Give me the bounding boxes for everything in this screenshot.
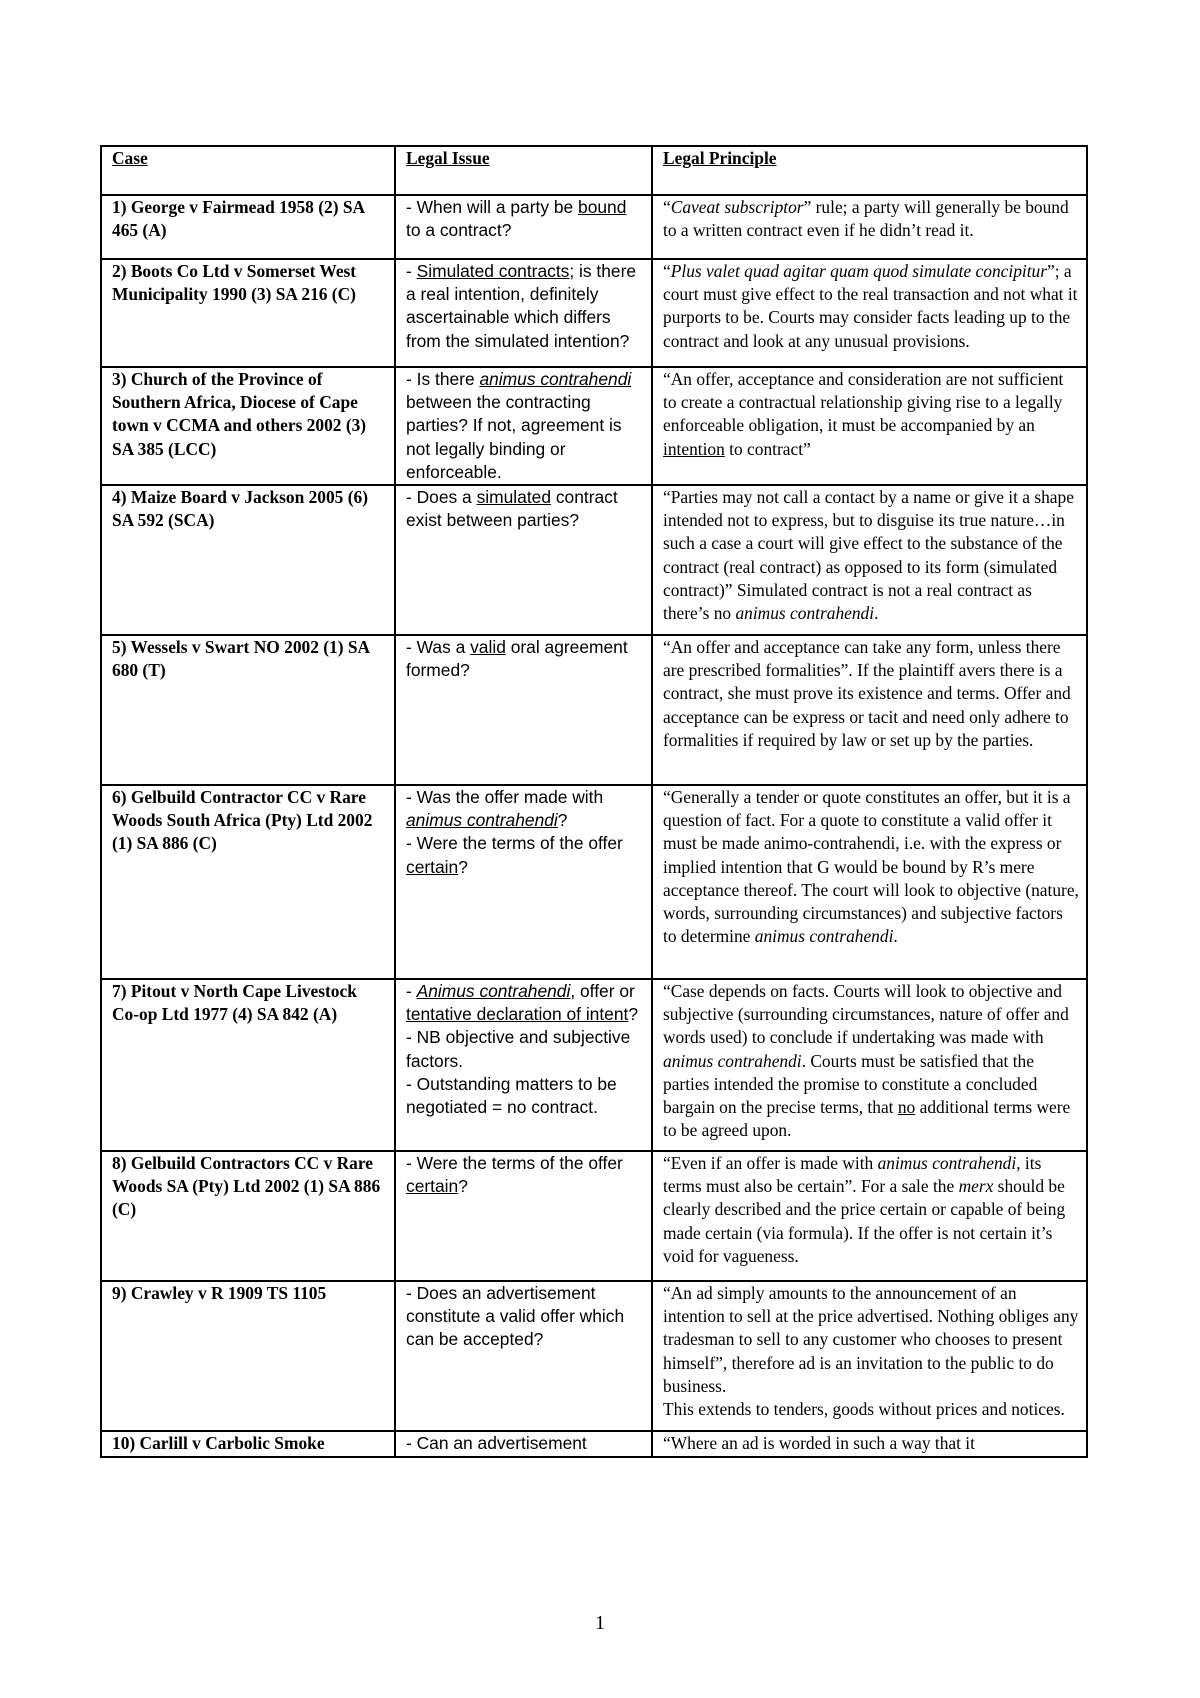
- case-cell: 10) Carlill v Carbolic Smoke: [101, 1431, 395, 1457]
- emphasis-text: Caveat subscriptor: [670, 197, 804, 217]
- emphasis-text: merx: [958, 1176, 994, 1197]
- legal-principle-cell: “Case depends on facts. Courts will look to objective and subjective (surrounding circumstances, nature of offer and words used) to conclude if undertaking was made with animus contrahendi. Courts must be satisfied that the parties intended the promise to constitute a concluded bargain on the precise terms, that no additional terms were to be agreed upon.: [652, 979, 1087, 1151]
- case-table: [100, 145, 1088, 1458]
- emphasis-text: valid: [470, 637, 506, 658]
- header-legal-principle: Legal Principle: [652, 146, 1087, 195]
- case-cell: 5) Wessels v Swart NO 2002 (1) SA 680 (T): [101, 635, 395, 785]
- legal-principle-cell: “An offer, acceptance and consideration are not sufficient to create a contractual relationship giving rise to a legally enforceable obligation, it must be accompanied by an intention to contract”: [652, 367, 1087, 485]
- legal-issue-cell: - Can an advertisement: [395, 1431, 652, 1457]
- emphasis-text: Plus valet quad agitar quam quod simulate concipitur: [670, 261, 1048, 281]
- legal-issue-cell: - Does a simulated contract exist between parties?: [395, 485, 652, 635]
- table-row: [101, 979, 1087, 1151]
- legal-principle-cell: “Parties may not call a contact by a name or give it a shape intended not to express, but to disguise its true nature…in such a case a court will give effect to the substance of the contract (real contract) as opposed to its form (simulated contract)” Simulated contract is not a real contract as there’s no animus contrahendi.: [652, 485, 1087, 635]
- table-row: [101, 1431, 1087, 1457]
- legal-principle-cell: “An ad simply amounts to the announcement of an intention to sell at the price advertised. Nothing obliges any tradesman to sell to any customer who chooses to present himself”, therefore ad is an invitation to the public to do business. This extends to tenders, goods without prices and notices.: [652, 1281, 1087, 1431]
- legal-issue-cell: - Was a valid oral agreement formed?: [395, 635, 652, 785]
- emphasis-text: animus contrahendi: [663, 1050, 802, 1071]
- page-number: 1: [595, 1612, 605, 1634]
- emphasis-text: intention: [663, 438, 725, 459]
- case-cell: 7) Pitout v North Cape Livestock Co-op Ltd 1977 (4) SA 842 (A): [101, 979, 395, 1151]
- case-cell: 8) Gelbuild Contractors CC v Rare Woods SA (Pty) Ltd 2002 (1) SA 886 (C): [101, 1151, 395, 1281]
- case-cell: 3) Church of the Province of Southern Africa, Diocese of Cape town v CCMA and others 2002 (3) SA 385 (LCC): [101, 367, 395, 485]
- emphasis-text: Animus contrahendi: [416, 981, 571, 1002]
- legal-principle-cell: “Caveat subscriptor” rule; a party will generally be bound to a written contract even if he didn’t read it.: [652, 195, 1087, 259]
- legal-principle-cell: “Where an ad is worded in such a way that it: [652, 1431, 1087, 1457]
- emphasis-text: certain: [406, 856, 459, 877]
- emphasis-text: bound: [578, 197, 627, 217]
- table-row: [101, 259, 1087, 367]
- case-cell: 4) Maize Board v Jackson 2005 (6) SA 592 (SCA): [101, 485, 395, 635]
- case-cell: 2) Boots Co Ltd v Somerset West Municipality 1990 (3) SA 216 (C): [101, 259, 395, 367]
- emphasis-text: certain: [406, 1176, 459, 1197]
- table-row: [101, 195, 1087, 259]
- legal-principle-cell: “Plus valet quad agitar quam quod simulate concipitur”; a court must give effect to the real transaction and not what it purports to be. Courts may consider facts leading up to the contract and look at any unusual provisions.: [652, 259, 1087, 367]
- legal-principle-cell: “Even if an offer is made with animus contrahendi, its terms must also be certain”. For a sale the merx should be clearly described and the price certain or capable of being made certain (via formula). If the offer is not certain it’s void for vagueness.: [652, 1151, 1087, 1281]
- table-row: [101, 485, 1087, 635]
- legal-issue-cell: - Was the offer made with animus contrahendi? - Were the terms of the offer certain?: [395, 785, 652, 979]
- emphasis-text: animus contrahendi: [406, 810, 558, 831]
- table-row: [101, 1151, 1087, 1281]
- table-header-row: [101, 146, 1087, 195]
- legal-issue-cell: - Simulated contracts; is there a real intention, definitely ascertainable which differs from the simulated intention?: [395, 259, 652, 367]
- table-row: [101, 367, 1087, 485]
- emphasis-text: animus contrahendi: [735, 603, 875, 624]
- case-cell: 9) Crawley v R 1909 TS 1105: [101, 1281, 395, 1431]
- emphasis-text: simulated: [476, 487, 551, 508]
- legal-issue-cell: - Were the terms of the offer certain?: [395, 1151, 652, 1281]
- header-legal-issue: Legal Issue: [395, 146, 652, 195]
- emphasis-text: animus contrahendi: [877, 1153, 1017, 1174]
- header-case: Case: [101, 146, 395, 195]
- case-cell: 1) George v Fairmead 1958 (2) SA 465 (A): [101, 195, 395, 259]
- legal-issue-cell: - Does an advertisement constitute a valid offer which can be accepted?: [395, 1281, 652, 1431]
- case-cell: 6) Gelbuild Contractor CC v Rare Woods South Africa (Pty) Ltd 2002 (1) SA 886 (C): [101, 785, 395, 979]
- emphasis-text: animus contrahendi: [754, 926, 894, 947]
- emphasis-text: animus contrahendi: [479, 369, 632, 389]
- legal-issue-cell: - Animus contrahendi, offer or tentative declaration of intent? - NB objective and subjective factors. - Outstanding matters to be negotiated = no contract.: [395, 979, 652, 1151]
- emphasis-text: no: [897, 1097, 916, 1118]
- table-row: [101, 1281, 1087, 1431]
- table-row: [101, 785, 1087, 979]
- legal-principle-cell: “An offer and acceptance can take any form, unless there are prescribed formalities”. If the plaintiff avers there is a contract, she must prove its existence and terms. Offer and acceptance can be express or tacit and need only adhere to formalities if required by law or set up by the parties.: [652, 635, 1087, 785]
- legal-principle-cell: “Generally a tender or quote constitutes an offer, but it is a question of fact. For a quote to constitute a valid offer it must be made animo-contrahendi, i.e. with the express or implied intention that G would be bound by R’s mere acceptance thereof. The court will look to objective (nature, words, surrounding circumstances) and subjective factors to determine animus contrahendi.: [652, 785, 1087, 979]
- emphasis-text: Simulated contracts: [416, 261, 570, 281]
- emphasis-text: tentative declaration of intent: [406, 1004, 629, 1025]
- legal-issue-cell: - Is there animus contrahendi between the contracting parties? If not, agreement is not legally binding or enforceable.: [395, 367, 652, 485]
- legal-issue-cell: - When will a party be bound to a contract?: [395, 195, 652, 259]
- table-row: [101, 635, 1087, 785]
